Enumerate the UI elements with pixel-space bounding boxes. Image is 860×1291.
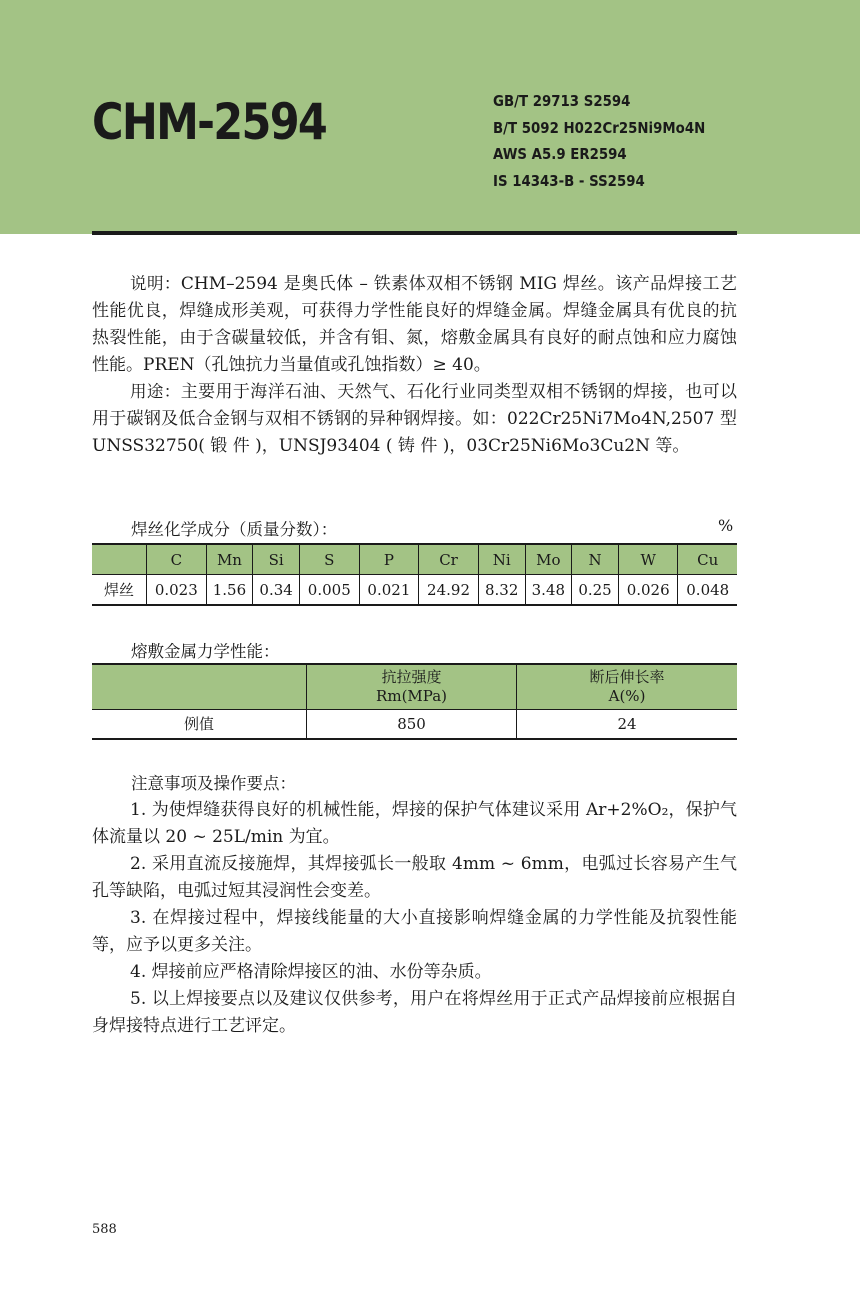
chemical-value-cell: 0.25 [572, 575, 619, 606]
note-item: 1. 为使焊缝获得良好的机械性能，焊接的保护气体建议采用 Ar+2%O₂，保护气体流量以 20 ~ 25L/min 为宜。 [92, 800, 737, 847]
chemical-header-row [92, 544, 737, 575]
standards-list [493, 88, 705, 194]
chemical-title: 焊丝化学成分（质量分数）： [131, 520, 338, 539]
chemical-row-label: 焊丝 [92, 575, 147, 606]
description-label: 说明： [130, 274, 181, 293]
chemical-unit: % [718, 516, 734, 535]
usage-text: 主要用于海洋石油、天然气、石化行业同类型双相不锈钢的焊接，也可以用于碳钢及低合金钢与双相不锈钢的异种钢焊接。如：022Cr25Ni7Mo4N,2507 型 UNSS32750( 锻 件 )，UNSJ93404 ( 铸 件 )，03Cr25Ni6Mo3Cu2N 等。 [92, 382, 738, 456]
usage-label: 用途： [130, 382, 181, 401]
chemical-header-cell: S [299, 544, 359, 575]
standard-item: IS 14343-B - SS2594 [493, 171, 645, 190]
mechanical-header-blank [92, 664, 307, 710]
standard-item: AWS A5.9 ER2594 [493, 145, 627, 163]
product-code: CHM-2594 [92, 93, 327, 151]
elongation-unit: A(%) [608, 687, 646, 705]
chemical-value-cell: 24.92 [419, 575, 479, 606]
page-number: 588 [92, 1222, 117, 1237]
chemical-value-cell: 0.021 [359, 575, 419, 606]
note-item: 2. 采用直流反接施焊，其焊接弧长一般取 4mm ~ 6mm，电弧过长容易产生气孔等缺陷，电弧过短其浸润性会变差。 [92, 854, 737, 901]
chemical-header-cell: N [572, 544, 619, 575]
chemical-header-cell: Mn [206, 544, 253, 575]
mechanical-title: 熔敷金属力学性能： [131, 642, 280, 661]
usage-paragraph [92, 378, 737, 460]
chemical-header-cell: Si [253, 544, 300, 575]
mechanical-header-elongation [517, 664, 737, 710]
chemical-header-cell: Cr [419, 544, 479, 575]
chemical-header-cell: Mo [525, 544, 572, 575]
chemical-header-cell: W [618, 544, 678, 575]
chemical-value-cell: 3.48 [525, 575, 572, 606]
mechanical-header-row [92, 664, 737, 710]
standard-item: B/T 5092 H022Cr25Ni9Mo4N [493, 118, 706, 137]
header-banner [0, 0, 860, 234]
chemical-data-row [92, 575, 737, 606]
chemical-header-cell [92, 544, 147, 575]
tensile-label: 抗拉强度 [381, 668, 442, 686]
notes-title: 注意事项及操作要点： [131, 774, 296, 793]
chemical-table [92, 543, 737, 606]
chemical-value-cell: 1.56 [206, 575, 253, 606]
mechanical-row-label: 例值 [92, 710, 307, 740]
header-rule [92, 231, 737, 235]
note-item: 4. 焊接前应严格清除焊接区的油、水份等杂质。 [130, 962, 492, 982]
elongation-label: 断后伸长率 [589, 668, 665, 686]
chemical-value-cell: 0.026 [618, 575, 678, 606]
description-paragraph [92, 270, 737, 379]
chemical-value-cell: 8.32 [478, 575, 525, 606]
chemical-header-cell: Cu [678, 544, 737, 575]
chemical-value-cell: 0.048 [678, 575, 737, 606]
chemical-header-cell: C [147, 544, 207, 575]
mechanical-data-row [92, 710, 737, 740]
tensile-unit: Rm(MPa) [376, 687, 447, 705]
elongation-value: 24 [517, 710, 737, 740]
note-item: 3. 在焊接过程中，焊接线能量的大小直接影响焊缝金属的力学性能及抗裂性能等，应予以更多关注。 [92, 908, 737, 955]
chemical-value-cell: 0.34 [253, 575, 300, 606]
chemical-value-cell: 0.023 [147, 575, 207, 606]
mechanical-header-tensile [307, 664, 517, 710]
chemical-header-cell: P [359, 544, 419, 575]
standard-item: GB/T 29713 S2594 [493, 92, 631, 110]
note-item: 5. 以上焊接要点以及建议仅供参考，用户在将焊丝用于正式产品焊接前应根据自身焊接特点进行工艺评定。 [92, 989, 737, 1036]
notes-list [92, 797, 737, 1040]
tensile-value: 850 [307, 710, 517, 740]
description-text: CHM–2594 是奥氏体 – 铁素体双相不锈钢 MIG 焊丝。该产品焊接工艺性能优良，焊缝成形美观，可获得力学性能良好的焊缝金属。焊缝金属具有优良的抗热裂性能，由于含碳量较低，并含有钼、氮，熔敷金属具有良好的耐点蚀和应力腐蚀性能。PREN（孔蚀抗力当量值或孔蚀指数）≥ 40。 [92, 274, 737, 375]
mechanical-table [92, 663, 737, 740]
chemical-header-cell: Ni [478, 544, 525, 575]
chemical-value-cell: 0.005 [299, 575, 359, 606]
